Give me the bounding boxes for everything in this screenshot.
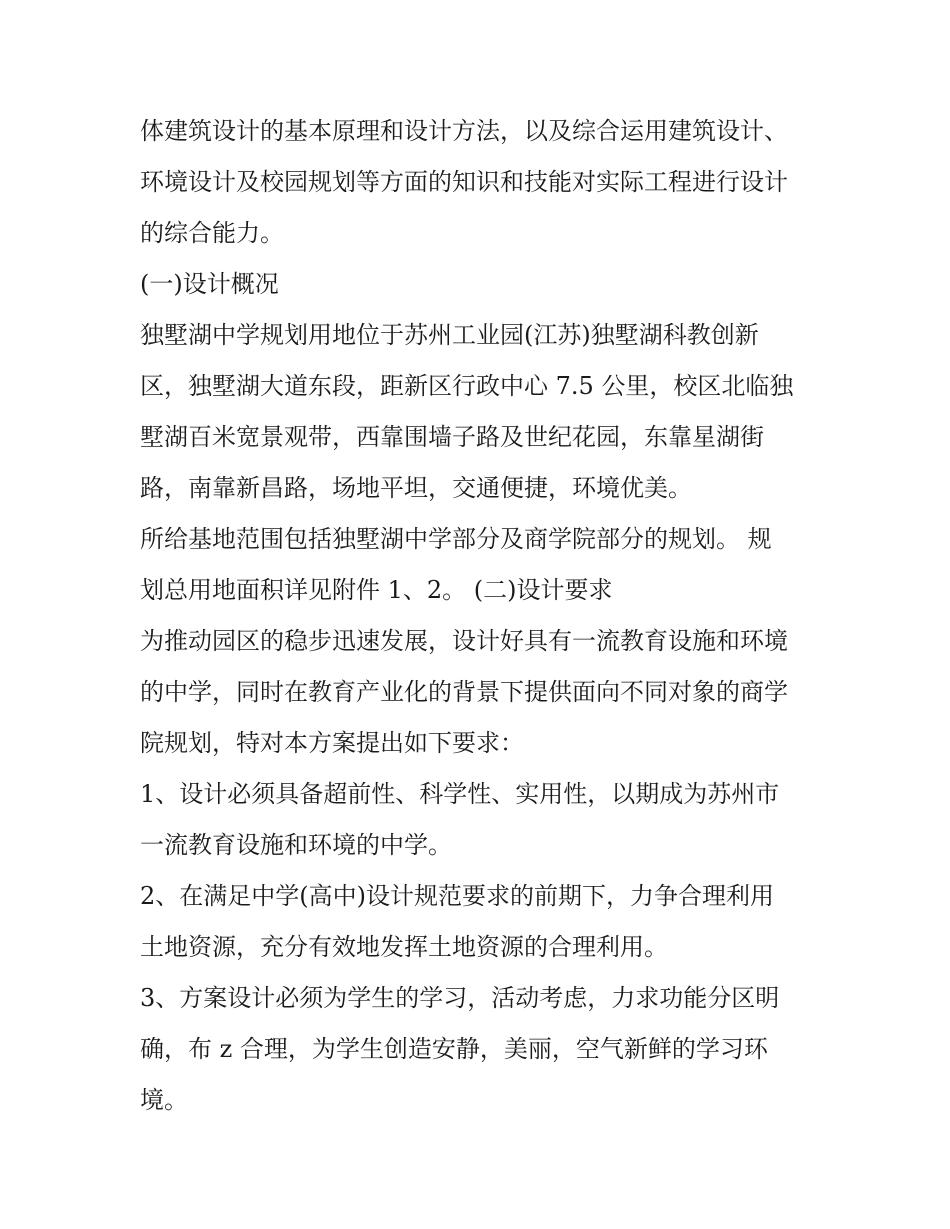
text-line: 为推动园区的稳步迅速发展，设计好具有一流教育设施和环境 — [140, 627, 788, 655]
text-line: 所给基地范围包括独墅湖中学部分及商学院部分的规划。 规 — [140, 525, 772, 553]
text-line: 境。 — [140, 1086, 188, 1114]
list-item: 2、在满足中学(高中)设计规范要求的前期下，力争合理利用 — [140, 882, 774, 910]
text-line: 划总用地面积详见附件 1、2。 (二)设计要求 — [140, 576, 613, 604]
text-line: 区，独墅湖大道东段，距新区行政中心 7.5 公里，校区北临独 — [140, 372, 794, 400]
text-line: 路，南靠新昌路，场地平坦，交通便捷，环境优美。 — [140, 474, 692, 502]
text-line: 墅湖百米宽景观带，西靠围墙子路及世纪花园，东靠星湖街 — [140, 423, 764, 451]
list-item: 3、方案设计必须为学生的学习，活动考虑，力求功能分区明 — [140, 984, 780, 1012]
text-line: 土地资源，充分有效地发挥土地资源的合理利用。 — [140, 933, 668, 961]
text-line: 独墅湖中学规划用地位于苏州工业园(江苏)独墅湖科教创新 — [140, 321, 759, 349]
text-line: 确，布 z 合理，为学生创造安静，美丽，空气新鲜的学习环 — [140, 1035, 768, 1063]
document-body — [140, 106, 820, 1126]
text-line: 的综合能力。 — [140, 219, 284, 247]
text-line: 环境设计及校园规划等方面的知识和技能对实际工程进行设计 — [140, 168, 788, 196]
section-heading: (一)设计概况 — [140, 270, 279, 298]
text-line: 的中学，同时在教育产业化的背景下提供面向不同对象的商学 — [140, 678, 788, 706]
text-line: 院规划，特对本方案提出如下要求： — [140, 729, 524, 757]
list-item: 1、设计必须具备超前性、科学性、实用性，以期成为苏州市 — [140, 780, 780, 808]
text-line: 体建筑设计的基本原理和设计方法，以及综合运用建筑设计、 — [140, 117, 788, 145]
text-line: 一流教育设施和环境的中学。 — [140, 831, 452, 859]
